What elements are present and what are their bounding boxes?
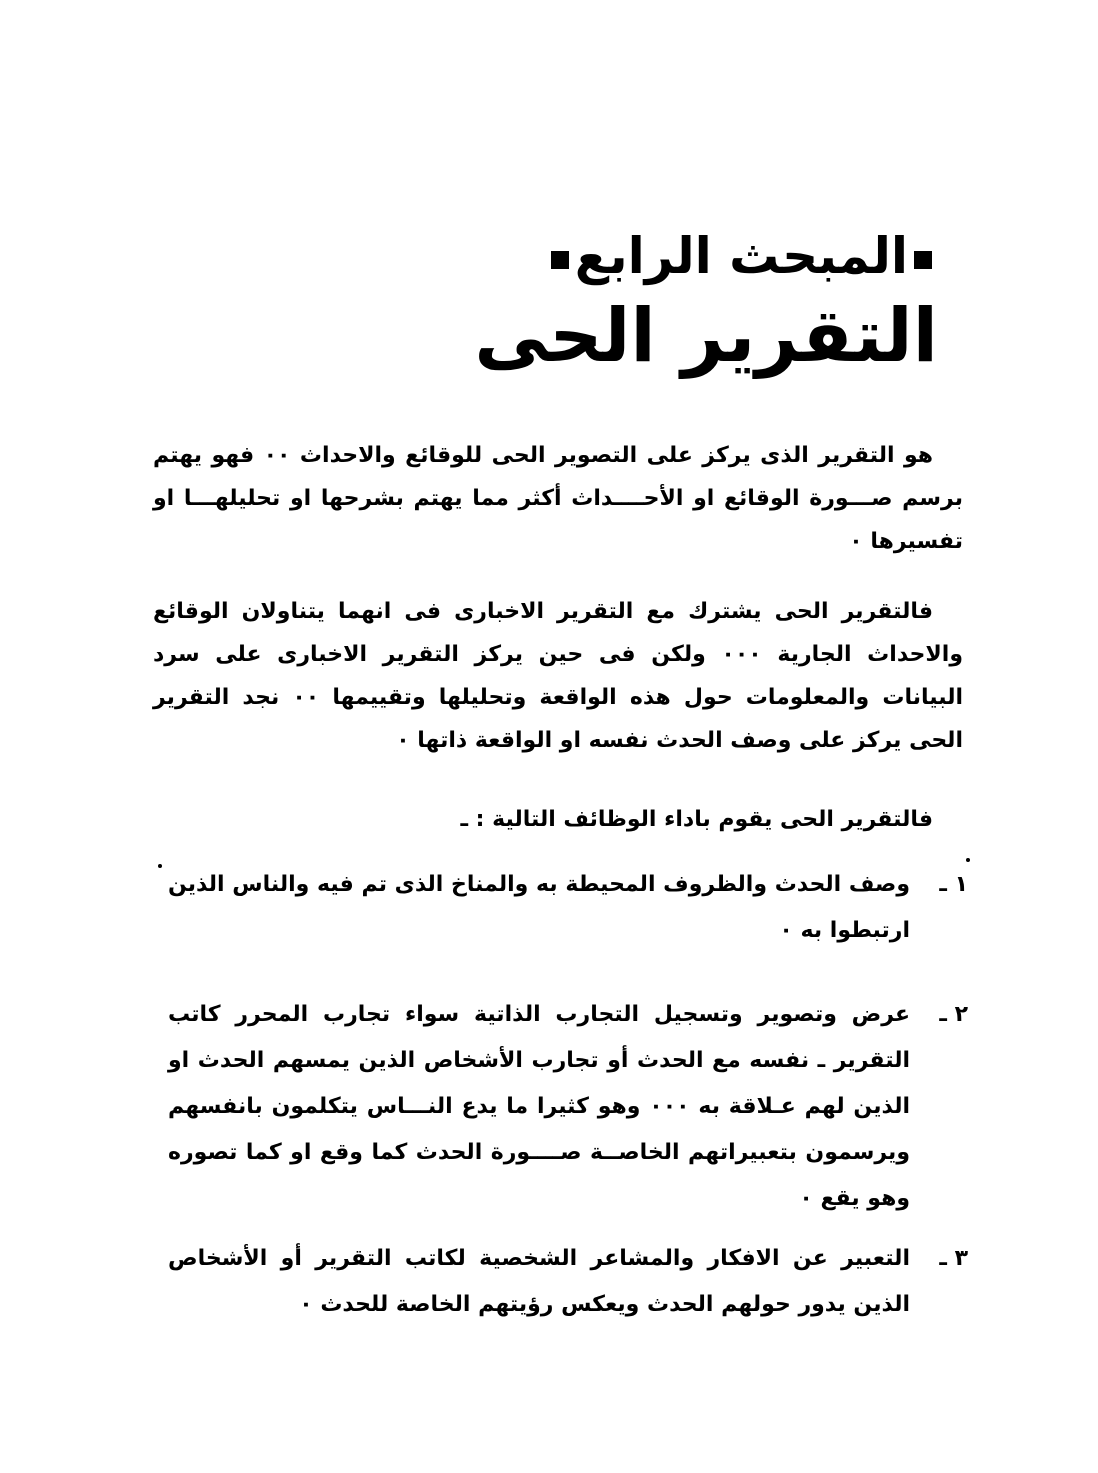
paragraph-intro [153,434,963,563]
item-text: عرض وتصوير وتسجيل التجارب الذاتية سواء تجارب المحرر كاتب التقرير ـ نفسه مع الحدث أو تجارب الأشخاص الذين يمسهم الحدث او الذين لهم عـلاقة به ٠٠٠ وهو كثيرا ما يدع النـــاس يتكلمون بانفسهم ويرسمون بتعبيراتهم الخاصــة صــــورة الحدث كما وقع او كما تصوره وهو يقع ٠ [168,1002,910,1211]
paragraph-text: فالتقرير الحى يقوم باداء الوظائف التالية : ـ [460,807,933,832]
list-item [168,862,968,954]
item-number: ٣ ـ [939,1246,968,1271]
item-number: ٢ ـ [939,1002,968,1027]
item-text: وصف الحدث والظروف المحيطة به والمناخ الذى تم فيه والناس الذين ارتبطوا به ٠ [168,872,910,943]
paragraph-text: هو التقرير الذى يركز على التصوير الحى للوقائع والاحداث ٠٠ فهو يهتم برسم صـــورة الوقائع او الأحــــداث أكثر مما يهتم بشرحها او تحليلهـــا او تفسيرها ٠ [153,443,963,554]
item-number: ١ ـ [939,872,968,897]
list-item [168,1236,968,1328]
scan-speck [158,864,162,868]
square-bullet-icon [551,251,569,269]
heading-line-1 [518,222,938,290]
list-item [168,992,968,1222]
heading-title-2: التقرير الحى [474,293,938,379]
item-text: التعبير عن الافكار والمشاعر الشخصية لكاتب التقرير أو الأشخاص الذين يدور حولهم الحدث ويعكس رؤيتهم الخاصة للحدث ٠ [168,1246,910,1317]
section-heading [474,222,938,382]
square-bullet-icon [914,251,932,269]
paragraph-functions-intro [153,798,963,841]
paragraph-text: فالتقرير الحى يشترك مع التقرير الاخبارى فى انهما يتناولان الوقائع والاحداث الجارية ٠٠٠ ولكن فى حين يركز التقرير الاخبارى على سرد البيانات والمعلومات حول هذه الواقعة وتحليلها وتقييمها ٠٠ نجد التقرير الحى يركز على وصف الحدث نفسه او الواقعة ذاتها ٠ [153,599,964,753]
paragraph-comparison [153,590,963,762]
heading-title-1: المبحث الرابع [574,227,908,285]
